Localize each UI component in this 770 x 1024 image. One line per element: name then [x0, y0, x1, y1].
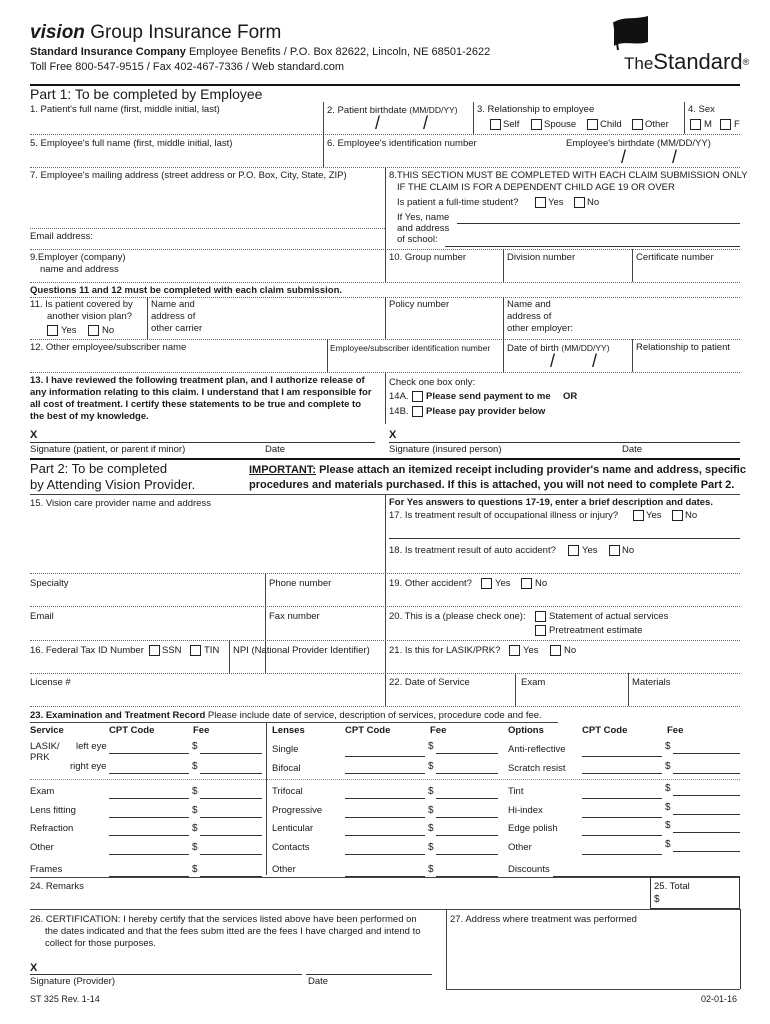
fee-edge-dollar: $	[665, 820, 671, 831]
field-9-line2: name and address	[40, 264, 119, 275]
field-26-line3: collect for those purposes.	[45, 938, 156, 949]
exam-row-label: Exam	[30, 786, 55, 797]
student-yes-checkbox[interactable]	[535, 197, 546, 208]
signature-x-1: X	[30, 429, 38, 441]
fee-exam-dollar: $	[192, 786, 198, 797]
fax-label: Fax number	[269, 611, 320, 622]
dob-label: Date of birth (MM/DD/YY)	[507, 343, 610, 354]
bifocal-label: Bifocal	[272, 763, 301, 774]
field-21-label: 21. Is this for LASIK/PRK?	[389, 645, 501, 656]
school-label-1: If Yes, name	[397, 212, 450, 223]
fee-other-service-dollar: $	[192, 842, 198, 853]
field-26-line2: the dates indicated and that the fees subm itted are the fees I have charged and intend to	[45, 926, 421, 937]
col-fee-2: Fee	[430, 725, 447, 736]
lasik-yes-checkbox[interactable]	[509, 645, 520, 656]
other-plan-yes-label: Yes	[61, 325, 77, 336]
left-eye-label: left eye	[76, 741, 107, 752]
contact-line: Toll Free 800-547-9515 / Fax 402-467-7336 / Web standard.com	[30, 61, 345, 73]
certificate-label: Certificate number	[636, 252, 714, 263]
form-title	[30, 22, 281, 44]
fee-lens-fitting-dollar: $	[192, 805, 198, 816]
fee-scratch-dollar: $	[665, 761, 671, 772]
fee-right-eye-dollar: $	[192, 761, 198, 772]
employee-birthdate-label: Employee's birthdate (MM/DD/YY)	[566, 138, 711, 149]
policy-label: Policy number	[389, 299, 450, 310]
actual-services-label: Statement of actual services	[549, 611, 669, 622]
prk-label: PRK	[30, 752, 50, 763]
pretreatment-label: Pretreatment estimate	[549, 625, 643, 636]
tint-label: Tint	[508, 786, 524, 797]
company-name: Standard Insurance Company	[30, 46, 186, 58]
contacts-label: Contacts	[272, 842, 310, 853]
signature-x-2: X	[389, 429, 397, 441]
accident-no-label: No	[535, 578, 548, 589]
occupational-yes-label: Yes	[646, 510, 662, 521]
field-26-line1: 26. CERTIFICATION: I hereby certify that the services listed above have been performed on	[30, 914, 417, 925]
field-13-line3: all cost of treatment. I certify these statements to be true and complete to	[30, 399, 361, 410]
company-line	[30, 46, 490, 59]
field-5-label: 5. Employee's full name (first, middle initial, last)	[30, 138, 233, 149]
fee-refraction-dollar: $	[192, 823, 198, 834]
flag-icon	[612, 16, 652, 52]
fee-single-dollar: $	[428, 741, 434, 752]
logo-reg: ®	[742, 57, 750, 67]
pretreatment-checkbox[interactable]	[535, 625, 546, 636]
specialty-label: Specialty	[30, 578, 69, 589]
discounts-label: Discounts	[508, 864, 550, 875]
col-options: Options	[508, 725, 544, 736]
ssn-checkbox[interactable]	[149, 645, 160, 656]
accident-yes-label: Yes	[495, 578, 511, 589]
field-25-label: 25. Total	[654, 881, 690, 892]
relationship-child-label: Child	[600, 119, 622, 130]
relationship-spouse-label: Spouse	[544, 119, 577, 130]
accident-no-checkbox[interactable]	[521, 578, 532, 589]
field-3-label: 3. Relationship to employee	[477, 104, 595, 115]
fee-contacts-dollar: $	[428, 842, 434, 853]
npi-label: NPI (National Provider Identifier)	[233, 645, 370, 656]
insured-signature-label: Signature (insured person)	[389, 444, 502, 455]
lenticular-label: Lenticular	[272, 823, 314, 834]
fee-tint-dollar: $	[665, 783, 671, 794]
scratch-resist-label: Scratch resist	[508, 763, 566, 774]
form-id: ST 325 Rev. 1-14	[30, 994, 100, 1004]
fee-other-lens-dollar: $	[428, 864, 434, 875]
field-9-line1: 9.Employer (company)	[30, 252, 126, 263]
field-1-label: 1. Patient's full name (first, middle initial, last)	[30, 104, 220, 115]
sex-m-checkbox[interactable]	[690, 119, 701, 130]
fee-frames-dollar: $	[192, 864, 198, 875]
questions-11-12-note: Questions 11 and 12 must be completed with each claim submission.	[30, 285, 343, 296]
provider-signature-x: X	[30, 962, 38, 974]
lens-fitting-label: Lens fitting	[30, 805, 76, 816]
other-plan-no-checkbox[interactable]	[88, 325, 99, 336]
email-provider-label: Email	[30, 611, 54, 622]
part2-title-1: Part 2: To be completed	[30, 461, 168, 476]
right-eye-label: right eye	[70, 761, 107, 772]
field-15-label: 15. Vision care provider name and address	[30, 498, 211, 509]
occupational-yes-checkbox[interactable]	[633, 510, 644, 521]
title-brand: vision	[30, 22, 85, 43]
field-13-line2: any information relating to this claim. I understand that I am responsible for	[30, 387, 372, 398]
school-label-2: and address	[397, 223, 450, 234]
patient-date-label: Date	[265, 444, 286, 455]
relationship-self-label: Self	[503, 119, 520, 130]
ssn-label: SSN	[162, 645, 182, 656]
col-lenses: Lenses	[272, 725, 305, 736]
field-19-label: 19. Other accident?	[389, 578, 472, 589]
phone-label: Phone number	[269, 578, 332, 589]
field-12-label: 12. Other employee/subscriber name	[30, 342, 187, 353]
provider-signature-label: Signature (Provider)	[30, 976, 116, 987]
fee-other-option-dollar: $	[665, 839, 671, 850]
other-plan-yes-checkbox[interactable]	[47, 325, 58, 336]
email-label: Email address:	[30, 231, 93, 242]
field-14b-num: 14B.	[389, 406, 409, 417]
school-label-3: of school:	[397, 234, 438, 245]
sex-f-checkbox[interactable]	[720, 119, 731, 130]
fee-lenticular-dollar: $	[428, 823, 434, 834]
important-line1: IMPORTANT: Please attach an itemized receipt including provider's name and address, specific	[249, 464, 746, 476]
progressive-label: Progressive	[272, 805, 323, 816]
field-7-label: 7. Employee's mailing address (street address or P.O. Box, City, State, ZIP)	[30, 170, 347, 181]
logo-the: The	[624, 54, 654, 73]
carrier-label-1: Name and	[151, 299, 195, 310]
relationship-other-label: Other	[645, 119, 669, 130]
part2-title-2: by Attending Vision Provider.	[30, 477, 196, 492]
patient-signature-label: Signature (patient, or parent if minor)	[30, 444, 186, 455]
relationship-spouse-checkbox[interactable]	[531, 119, 542, 130]
company-address: Employee Benefits / P.O. Box 82622, Lincoln, NE 68501-2622	[188, 46, 491, 58]
col-service: Service	[30, 725, 64, 736]
student-question: Is patient a full-time student?	[397, 197, 519, 208]
occupational-no-label: No	[685, 510, 698, 521]
field-13-line1: 13. I have reviewed the following treatment plan, and I authorize release of	[30, 375, 365, 386]
field-13-line4: the best of my knowledge.	[30, 411, 149, 422]
or-label: OR	[563, 391, 578, 402]
col-cpt-2: CPT Code	[345, 725, 391, 736]
field-17-label: 17. Is treatment result of occupational illness or injury?	[389, 510, 619, 521]
lasik-label: LASIK/	[30, 741, 60, 752]
field-4-label: 4. Sex	[688, 104, 715, 115]
logo-standard: Standard	[653, 49, 743, 74]
sex-m-label: M	[704, 119, 712, 130]
hiindex-label: Hi-index	[508, 805, 543, 816]
fee-bifocal-dollar: $	[428, 761, 434, 772]
part1-title: Part 1: To be completed by Employee	[30, 86, 263, 102]
lasik-no-label: No	[564, 645, 577, 656]
field-8-line1: 8.THIS SECTION MUST BE COMPLETED WITH EACH CLAIM SUBMISSION ONLY	[389, 170, 748, 181]
relationship-child-checkbox[interactable]	[587, 119, 598, 130]
edge-polish-label: Edge polish	[508, 823, 558, 834]
single-label: Single	[272, 744, 299, 755]
lasik-yes-label: Yes	[523, 645, 539, 656]
check-one-label: Check one box only:	[389, 377, 476, 388]
fee-hiindex-dollar: $	[665, 802, 671, 813]
student-yes-label: Yes	[548, 197, 564, 208]
license-label: License #	[30, 677, 71, 688]
auto-yes-label: Yes	[582, 545, 598, 556]
field-10-label: 10. Group number	[389, 252, 467, 263]
antireflective-label: Anti-reflective	[508, 744, 566, 755]
employer-label-3: other employer:	[507, 323, 574, 334]
date-code: 02-01-16	[701, 994, 738, 1004]
student-no-label: No	[587, 197, 600, 208]
relationship-patient-label: Relationship to patient	[636, 342, 731, 353]
logo	[608, 16, 748, 76]
col-fee-1: Fee	[193, 725, 210, 736]
subscriber-id-label: Employee/subscriber identification number	[330, 343, 491, 353]
tin-checkbox[interactable]	[190, 645, 201, 656]
occupational-no-checkbox[interactable]	[672, 510, 683, 521]
field-27-label: 27. Address where treatment was performed	[450, 914, 637, 925]
pay-provider-checkbox[interactable]	[412, 406, 423, 417]
trifocal-label: Trifocal	[272, 786, 303, 797]
materials-date-label: Materials	[632, 677, 671, 688]
auto-no-label: No	[622, 545, 635, 556]
sex-f-label: F	[734, 119, 740, 130]
auto-no-checkbox[interactable]	[609, 545, 620, 556]
other-lens-label: Other	[272, 864, 296, 875]
field-18-label: 18. Is treatment result of auto accident?	[389, 545, 556, 556]
other-option-label: Other	[508, 842, 532, 853]
accident-yes-checkbox[interactable]	[481, 578, 492, 589]
exam-date-label: Exam	[521, 677, 546, 688]
provider-date-label: Date	[308, 976, 329, 987]
relationship-other-checkbox[interactable]	[632, 119, 643, 130]
employer-label-1: Name and	[507, 299, 551, 310]
col-cpt-1: CPT Code	[109, 725, 155, 736]
tin-label: TIN	[204, 645, 220, 656]
col-fee-3: Fee	[667, 725, 684, 736]
important-line2: procedures and materials purchased. If this is attached, you will not need to complete Part 2.	[249, 479, 735, 491]
fee-trifocal-dollar: $	[428, 786, 434, 797]
student-no-checkbox[interactable]	[574, 197, 585, 208]
relationship-self-checkbox[interactable]	[490, 119, 501, 130]
field-11-line2: another vision plan?	[47, 311, 133, 322]
frames-label: Frames	[30, 864, 63, 875]
field-16-label: 16. Federal Tax ID Number	[30, 645, 144, 656]
col-cpt-3: CPT Code	[582, 725, 628, 736]
auto-yes-checkbox[interactable]	[568, 545, 579, 556]
fee-progressive-dollar: $	[428, 805, 434, 816]
section-23-heading: 23. Examination and Treatment Record Please include date of service, description of services, procedure code and fee.	[30, 710, 542, 721]
field-20-label: 20. This is a (please check one):	[389, 611, 526, 622]
fee-left-eye-dollar: $	[192, 741, 198, 752]
yes-answers-note: For Yes answers to questions 17-19, enter a brief description and dates.	[389, 497, 713, 508]
payment-to-me-label: Please send payment to me	[426, 391, 551, 402]
carrier-label-2: address of	[151, 311, 196, 322]
insured-date-label: Date	[622, 444, 643, 455]
other-plan-no-label: No	[102, 325, 115, 336]
field-2-label: 2. Patient birthdate (MM/DD/YY)	[327, 105, 458, 116]
other-service-label: Other	[30, 842, 54, 853]
payment-to-me-checkbox[interactable]	[412, 391, 423, 402]
field-24-label: 24. Remarks	[30, 881, 84, 892]
carrier-label-3: other carrier	[151, 323, 203, 334]
field-8-line2: IF THE CLAIM IS FOR A DEPENDENT CHILD AGE 19 OR OVER	[397, 182, 675, 193]
field-14a-num: 14A.	[389, 391, 409, 402]
field-6-label: 6. Employee's identification number	[327, 138, 477, 149]
field-11-line1: 11. Is patient covered by	[30, 299, 133, 310]
fee-antireflective-dollar: $	[665, 741, 671, 752]
field-22-label: 22. Date of Service	[389, 677, 470, 688]
employer-label-2: address of	[507, 311, 552, 322]
lasik-no-checkbox[interactable]	[550, 645, 561, 656]
total-dollar: $	[654, 894, 660, 905]
title-rest: Group Insurance Form	[90, 22, 282, 43]
division-label: Division number	[507, 252, 576, 263]
refraction-label: Refraction	[30, 823, 74, 834]
actual-services-checkbox[interactable]	[535, 611, 546, 622]
pay-provider-label: Please pay provider below	[426, 406, 546, 417]
